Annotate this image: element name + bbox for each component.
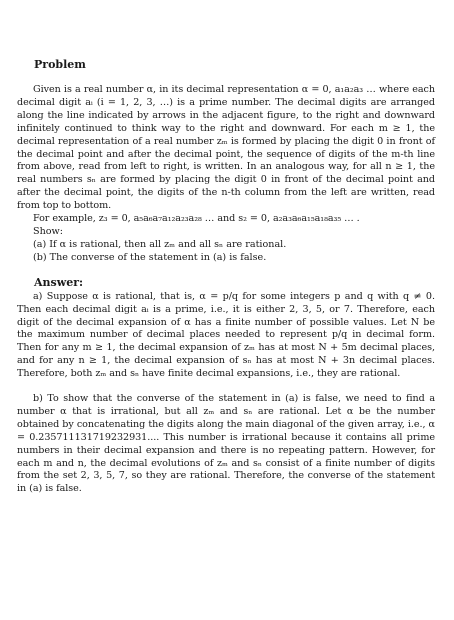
claim-a: (a) If α is rational, then all zₘ and all sₙ are rational. <box>33 238 287 250</box>
paragraph-gap <box>17 381 435 393</box>
answer-heading: Answer: <box>34 275 84 289</box>
answer-part-a: a) Suppose α is rational, that is, α = p/q for some integers p and q with q ≠ 0. Then each decimal digit aᵢ is a prime, i.e., it is either 2, 3, 5, or 7. Therefore, each digit of the decimal expansion of α has a finite number of possible values. Let N be the maximum number of decimal places needed to represent p/q in decimal form. Then for any m ≥ 1, the decimal expansion of zₘ has at most N + 5m decimal places, and for any n ≥ 1, the decimal expansion of sₙ has at most N + 3n decimal places. Therefore, both zₘ and sₙ have finite decimal expansions, i.e., they are rational. <box>17 290 435 380</box>
problem-example-line: For example, z₃ = 0, a₅a₆a₇a₁₂a₂₃a₂₈ … and s₂ = 0, a₂a₃a₆a₁₅a₁₈a₃₅ … . <box>33 213 360 225</box>
problem-statement-paragraph: Given is a real number α, in its decimal representation α = 0, a₁a₂a₃ … where each decimal digit aᵢ (i = 1, 2, 3, …) is a prime number. The decimal digits are arranged along the line indicated by arrows in the adjacent figure, to the right and downward infinitely continued to think way to the right and downward. For each m ≥ 1, the decimal representation of a real number zₘ is formed by placing the digit 0 in front of the decimal point and after the decimal point, the sequence of digits of the m-th line from above, read from left to right, is written. In an analogous way, for all n ≥ 1, the real numbers sₙ are formed by placing the digit 0 in front of the decimal point and after the decimal point, the digits of the n-th column from the left are written, read from top to bottom. <box>17 84 435 212</box>
answer-part-b: b) To show that the converse of the statement in (a) is false, we need to find a number α that is irrational, but all zₘ and sₙ are rational. Let α be the number obtained by concatenating the digits along the main diagonal of the given array, i.e., α = 0.235711131719232931.... This number is irrational because it contains all prime numbers in their decimal expansion and there is no repeating pattern. However, for each m and n, the decimal evolutions of zₘ and sₙ consist of a finite number of digits from the set 2, 3, 5, 7, so they are rational. Therefore, the converse of the statement in (a) is false. <box>17 393 435 495</box>
document-page <box>17 58 435 496</box>
show-label: Show: <box>33 225 63 237</box>
claim-b: (b) The converse of the statement in (a) is false. <box>33 251 267 263</box>
problem-heading: Problem <box>34 58 86 71</box>
